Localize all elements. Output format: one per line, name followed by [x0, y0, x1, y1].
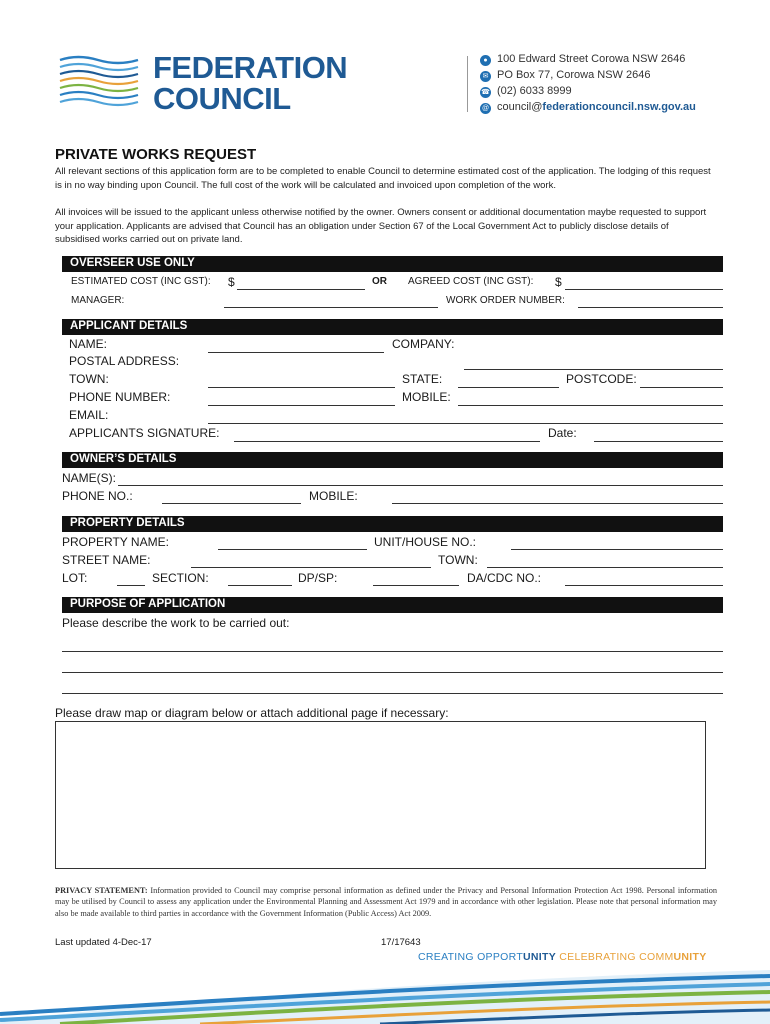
applicant-signature-input[interactable] — [234, 441, 540, 442]
tagline-part-3: CELEBRATING COMM — [556, 951, 674, 963]
applicant-signature-label: APPLICANTS SIGNATURE: — [69, 426, 220, 440]
overseer-heading-bar — [62, 256, 723, 272]
privacy-label: PRIVACY STATEMENT: — [55, 886, 148, 895]
owner-heading-bar — [62, 452, 723, 468]
logo-waves-icon — [58, 52, 140, 112]
applicant-company-label: COMPANY: — [392, 337, 455, 351]
logo — [58, 50, 348, 120]
header-divider — [467, 56, 468, 112]
applicant-postcode-input[interactable] — [640, 387, 723, 388]
lot-label: LOT: — [62, 571, 88, 585]
privacy-statement — [55, 885, 717, 919]
purpose-heading: PURPOSE OF APPLICATION — [70, 598, 226, 610]
or-label: OR — [372, 276, 387, 287]
applicant-date-input[interactable] — [594, 441, 723, 442]
contact-email — [497, 101, 696, 113]
applicant-name-label: NAME: — [69, 337, 108, 351]
mail-icon: ✉ — [480, 71, 491, 82]
agreed-cost-label: AGREED COST (INC GST): — [408, 276, 534, 287]
property-name-label: PROPERTY NAME: — [62, 535, 169, 549]
work-order-label: WORK ORDER NUMBER: — [446, 295, 565, 306]
overseer-heading: OVERSEER USE ONLY — [70, 257, 195, 269]
location-icon: ● — [480, 55, 491, 66]
applicant-town-label: TOWN: — [69, 372, 109, 386]
estimated-cost-input[interactable] — [237, 289, 365, 290]
applicant-postcode-label: POSTCODE: — [566, 372, 637, 386]
owner-mobile-input[interactable] — [392, 503, 723, 504]
applicant-email-input[interactable] — [208, 423, 723, 424]
section-input[interactable] — [228, 585, 292, 586]
agreed-cost-input[interactable] — [565, 289, 723, 290]
intro-paragraph-1: All relevant sections of this application form are to be completed to enable Council to determine estimated cost of the application. The lodging of this request is in no way binding upon Council. The full cost of the work will be calculated and invoiced upon completion of the work. — [55, 166, 711, 191]
contact-po-box: PO Box 77, Corowa NSW 2646 — [497, 69, 651, 81]
map-drawing-box[interactable] — [55, 721, 706, 869]
unit-house-label: UNIT/HOUSE NO.: — [374, 535, 477, 549]
applicant-heading-bar — [62, 319, 723, 335]
lot-input[interactable] — [117, 585, 145, 586]
applicant-state-input[interactable] — [458, 387, 559, 388]
page-title: PRIVATE WORKS REQUEST — [55, 146, 257, 163]
dacdc-input[interactable] — [565, 585, 723, 586]
property-town-label: TOWN: — [438, 553, 478, 567]
describe-work-label: Please describe the work to be carried out: — [62, 616, 290, 630]
applicant-postal-input[interactable] — [464, 369, 723, 370]
applicant-mobile-label: MOBILE: — [402, 390, 451, 404]
applicant-phone-input[interactable] — [208, 405, 395, 406]
document-number: 17/17643 — [381, 937, 421, 948]
describe-work-line-1[interactable] — [62, 651, 723, 652]
owner-mobile-label: MOBILE: — [309, 489, 358, 503]
work-order-input[interactable] — [578, 307, 723, 308]
dpsp-label: DP/SP: — [298, 571, 338, 585]
map-instruction-label: Please draw map or diagram below or attach additional page if necessary: — [55, 706, 449, 720]
last-updated: Last updated 4-Dec-17 — [55, 937, 152, 948]
owner-names-label: NAME(S): — [62, 471, 116, 485]
applicant-postal-label: POSTAL ADDRESS: — [69, 354, 180, 368]
manager-label: MANAGER: — [71, 295, 125, 306]
applicant-town-input[interactable] — [208, 387, 395, 388]
describe-work-line-2[interactable] — [62, 672, 723, 673]
property-heading-bar — [62, 516, 723, 532]
estimated-cost-label: ESTIMATED COST (INC GST): — [71, 276, 211, 287]
owner-names-input[interactable] — [118, 485, 723, 486]
property-heading: PROPERTY DETAILS — [70, 517, 185, 529]
dpsp-input[interactable] — [373, 585, 459, 586]
tagline-part-1: CREATING OPPORT — [418, 951, 524, 963]
manager-input[interactable] — [224, 307, 438, 308]
logo-line-1: FEDERATION — [153, 50, 348, 85]
contact-phone: (02) 6033 8999 — [497, 85, 572, 97]
footer-waves-icon — [0, 962, 770, 1024]
property-town-input[interactable] — [487, 567, 723, 568]
applicant-heading: APPLICANT DETAILS — [70, 320, 188, 332]
contact-email-user: council@ — [497, 101, 543, 113]
estimated-cost-dollar: $ — [228, 275, 235, 289]
section-label: SECTION: — [152, 571, 209, 585]
describe-work-line-3[interactable] — [62, 693, 723, 694]
applicant-email-label: EMAIL: — [69, 408, 109, 422]
tagline-part-4: UNITY — [673, 951, 707, 963]
unit-house-input[interactable] — [511, 549, 723, 550]
privacy-text: Information provided to Council may comprise personal information as defined under the Privacy and Personal Information Protection Act 1998. Personal information may be utilised by Council to assess any application under the Environmental Planning and Assessment Act 1979 and in accordance with other legislation. Please note that personal information may also be made available to third parties in accordance with the Government Information (Public Access) Act 2009. — [55, 886, 718, 918]
owner-heading: OWNER’S DETAILS — [70, 453, 177, 465]
applicant-date-label: Date: — [548, 426, 577, 440]
at-icon: @ — [481, 105, 490, 112]
contact-email-domain: federationcouncil.nsw.gov.au — [542, 101, 696, 113]
street-name-input[interactable] — [191, 567, 431, 568]
logo-line-2: COUNCIL — [153, 81, 291, 116]
owner-phone-input[interactable] — [162, 503, 301, 504]
property-name-input[interactable] — [218, 549, 367, 550]
street-name-label: STREET NAME: — [62, 553, 151, 567]
phone-icon: ☎ — [481, 89, 490, 96]
applicant-state-label: STATE: — [402, 372, 443, 386]
applicant-mobile-input[interactable] — [458, 405, 723, 406]
contact-address: 100 Edward Street Corowa NSW 2646 — [497, 53, 686, 65]
tagline-part-2: UNITY — [523, 951, 557, 963]
applicant-phone-label: PHONE NUMBER: — [69, 390, 171, 404]
agreed-cost-dollar: $ — [555, 275, 562, 289]
dacdc-label: DA/CDC NO.: — [467, 571, 542, 585]
purpose-heading-bar — [62, 597, 723, 613]
applicant-name-input[interactable] — [208, 352, 384, 353]
intro-paragraph-2: All invoices will be issued to the applicant unless otherwise notified by the owner. Owners consent or additional documentation maybe requested to support your application. Applicants are advised that Council has an obligation under Section 67 of the Local Government Act to publicly disclose details of subsidised works carried out on private land. — [55, 207, 707, 245]
owner-phone-label: PHONE NO.: — [62, 489, 133, 503]
